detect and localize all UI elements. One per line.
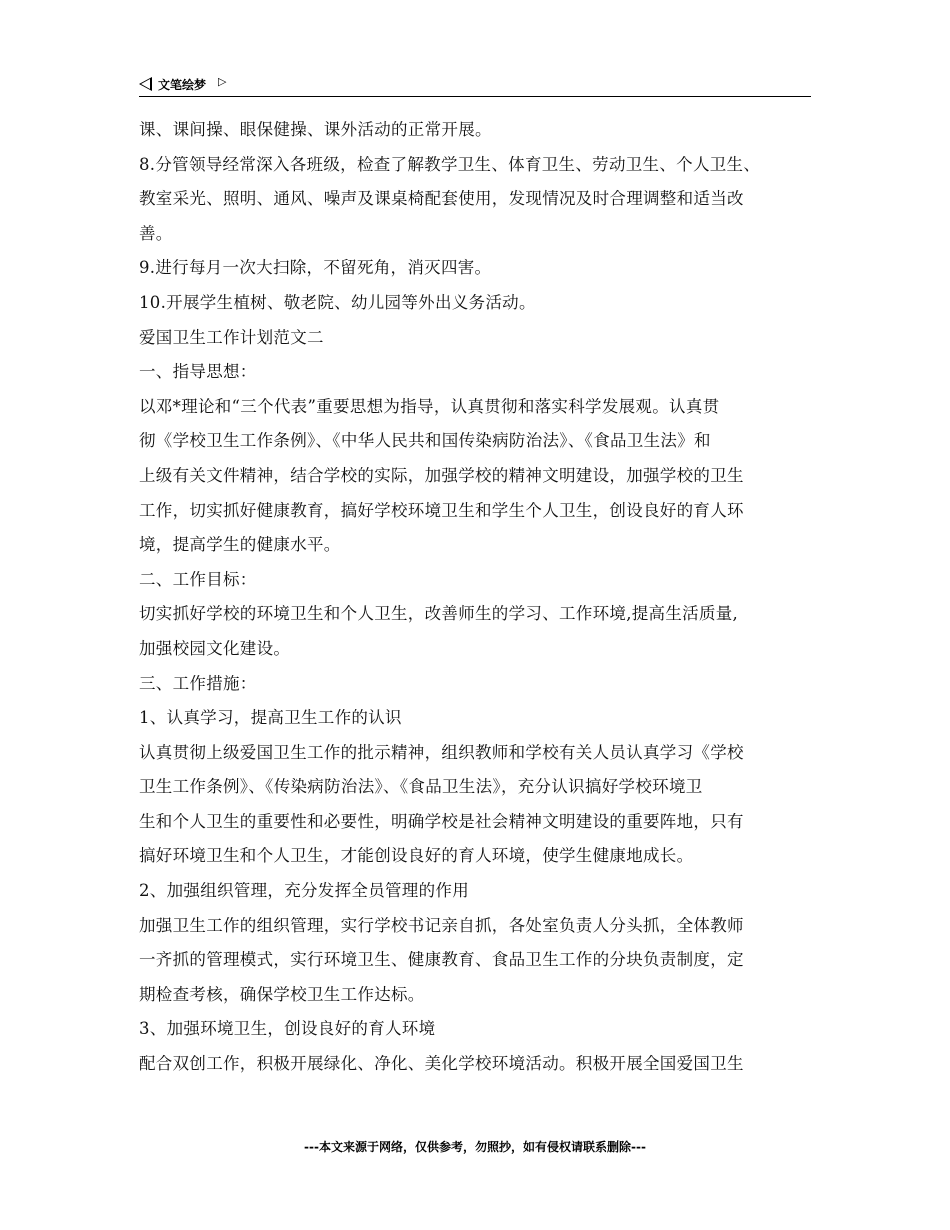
text-line: 卫生工作条例》、《传染病防治法》、《食品卫生法》，充分认识搞好学校环境卫 — [139, 777, 703, 797]
text-line: 工作，切实抓好健康教育，搞好学校环境卫生和学生个人卫生，创设良好的育人环 — [139, 500, 744, 520]
triangle-right-icon: ▷ — [218, 74, 227, 88]
text-line: 配合双创工作，积极开展绿化、净化、美化学校环境活动。积极开展全国爱国卫生 — [139, 1054, 744, 1074]
text-line: 9.进行每月一次大扫除，不留死角，消灭四害。 — [139, 258, 492, 278]
page-header — [139, 72, 811, 97]
text-line: 加强校园文化建设。 — [139, 638, 291, 658]
text-line: 教室采光、照明、通风、噪声及课桌椅配套使用，发现情况及时合理调整和适当改 — [139, 189, 744, 209]
text-line: 彻《学校卫生工作条例》、《中华人民共和国传染病防治法》、《食品卫生法》和 — [139, 431, 711, 451]
triangle-left-icon — [139, 77, 152, 91]
text-line: 切实抓好学校的环境卫生和个人卫生，改善师生的学习、工作环境,提高生活质量, — [139, 604, 739, 624]
section-heading: 二、工作目标： — [139, 569, 257, 589]
subsection-heading: 2、加强组织管理，充分发挥全员管理的作用 — [139, 881, 469, 901]
text-line: 以邓*理论和“三个代表”重要思想为指导，认真贯彻和落实科学发展观。认真贯 — [139, 396, 720, 416]
text-line: 期检查考核，确保学校卫生工作达标。 — [139, 984, 425, 1004]
document-body — [139, 113, 829, 1082]
text-line: 课、课间操、眼保健操、课外活动的正常开展。 — [139, 120, 492, 139]
subsection-heading: 1、认真学习，提高卫生工作的认识 — [139, 708, 402, 728]
section-heading: 三、工作措施： — [139, 673, 257, 693]
text-line: 善。 — [139, 223, 173, 243]
text-line: 加强卫生工作的组织管理，实行学校书记亲自抓，各处室负责人分头抓，全体教师 — [139, 915, 744, 935]
text-line: 搞好环境卫生和个人卫生，才能创设良好的育人环境，使学生健康地成长。 — [139, 846, 694, 866]
text-line: 上级有关文件精神，结合学校的实际，加强学校的精神文明建设，加强学校的卫生 — [139, 465, 744, 485]
section-heading: 爱国卫生工作计划范文二 — [139, 327, 324, 347]
section-heading: 一、指导思想： — [139, 362, 257, 382]
subsection-heading: 3、加强环境卫生，创设良好的育人环境 — [139, 1019, 436, 1039]
text-line: 8.分管领导经常深入各班级，检查了解教学卫生、体育卫生、劳动卫生、个人卫生、 — [139, 154, 761, 174]
header-title: 文笔绘梦 — [158, 77, 207, 92]
page-footer: ---本文来源于网络，仅供参考，勿照抄，如有侵权请联系删除--- — [304, 1140, 646, 1154]
text-line: 一齐抓的管理模式，实行环境卫生、健康教育、食品卫生工作的分块负责制度，定 — [139, 950, 744, 970]
text-line: 生和个人卫生的重要性和必要性，明确学校是社会精神文明建设的重要阵地，只有 — [139, 811, 744, 831]
text-line: 认真贯彻上级爱国卫生工作的批示精神，组织教师和学校有关人员认真学习《学校 — [139, 742, 744, 762]
text-line: 境，提高学生的健康水平。 — [139, 535, 341, 555]
text-line: 10.开展学生植树、敬老院、幼儿园等外出义务活动。 — [139, 292, 536, 312]
